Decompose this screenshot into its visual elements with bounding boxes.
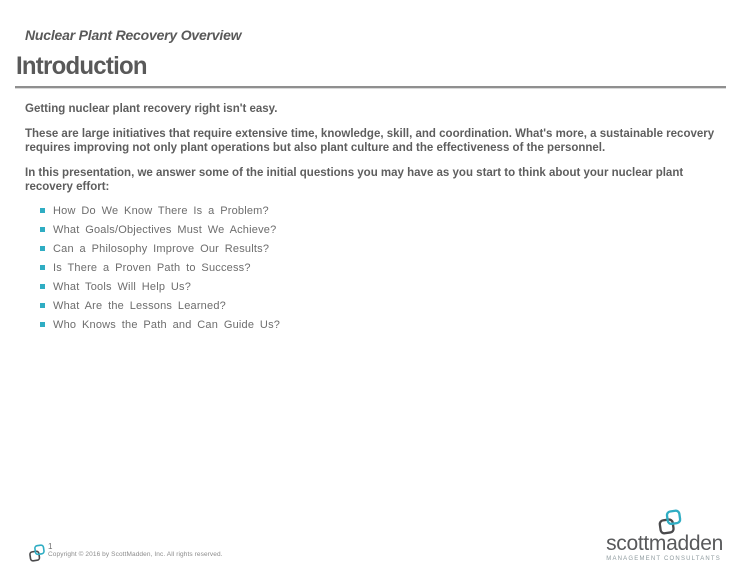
square-bullet-icon — [40, 208, 45, 213]
footer-left-text — [48, 542, 223, 559]
page-number: 1 — [48, 542, 53, 551]
slide-eyebrow: Nuclear Plant Recovery Overview — [25, 27, 242, 43]
list-item-label: Is There a Proven Path to Success? — [53, 261, 251, 274]
list-item-label: Who Knows the Path and Can Guide Us? — [53, 318, 281, 331]
list-item-label: How Do We Know There Is a Problem? — [53, 204, 269, 217]
list-item-label: What Tools Will Help Us? — [53, 280, 192, 293]
list-item — [40, 221, 716, 240]
list-item-label: Can a Philosophy Improve Our Results? — [53, 242, 270, 255]
body-paragraph: In this presentation, we answer some of the initial questions you may have as you start to think about your nuclear plant recovery effort: — [25, 166, 684, 193]
square-bullet-icon — [40, 227, 45, 232]
square-bullet-icon — [40, 265, 45, 270]
logo-wordmark: scottmadden — [606, 532, 723, 555]
list-item — [40, 202, 716, 221]
list-item — [40, 316, 716, 335]
logo-tagline: MANAGEMENT CONSULTANTS — [606, 556, 721, 562]
square-bullet-icon — [40, 303, 45, 308]
square-bullet-icon — [40, 246, 45, 251]
square-bullet-icon — [40, 284, 45, 289]
list-item — [40, 259, 716, 278]
square-bullet-icon — [40, 322, 45, 327]
body-paragraph: These are large initiatives that require extensive time, knowledge, skill, and coordination. What's more, a sustainable recovery requires improving not only plant operations but also plant culture and the effectiveness of the personnel. — [25, 127, 715, 154]
slide-body — [25, 102, 716, 335]
list-item-label: What Goals/Objectives Must We Achieve? — [53, 223, 277, 236]
scottmadden-mark-icon — [28, 544, 46, 562]
copyright-text: Copyright © 2016 by ScottMadden, Inc. All rights reserved. — [48, 551, 223, 558]
scottmadden-logo — [606, 509, 723, 562]
list-item — [40, 278, 716, 297]
body-paragraph: Getting nuclear plant recovery right isn't easy. — [25, 103, 278, 115]
footer-left — [28, 542, 223, 562]
list-item — [40, 240, 716, 259]
list-item-label: What Are the Lessons Learned? — [53, 299, 226, 312]
title-divider — [15, 86, 726, 89]
question-list — [25, 202, 716, 335]
page-title: Introduction — [16, 52, 147, 80]
list-item — [40, 297, 716, 316]
